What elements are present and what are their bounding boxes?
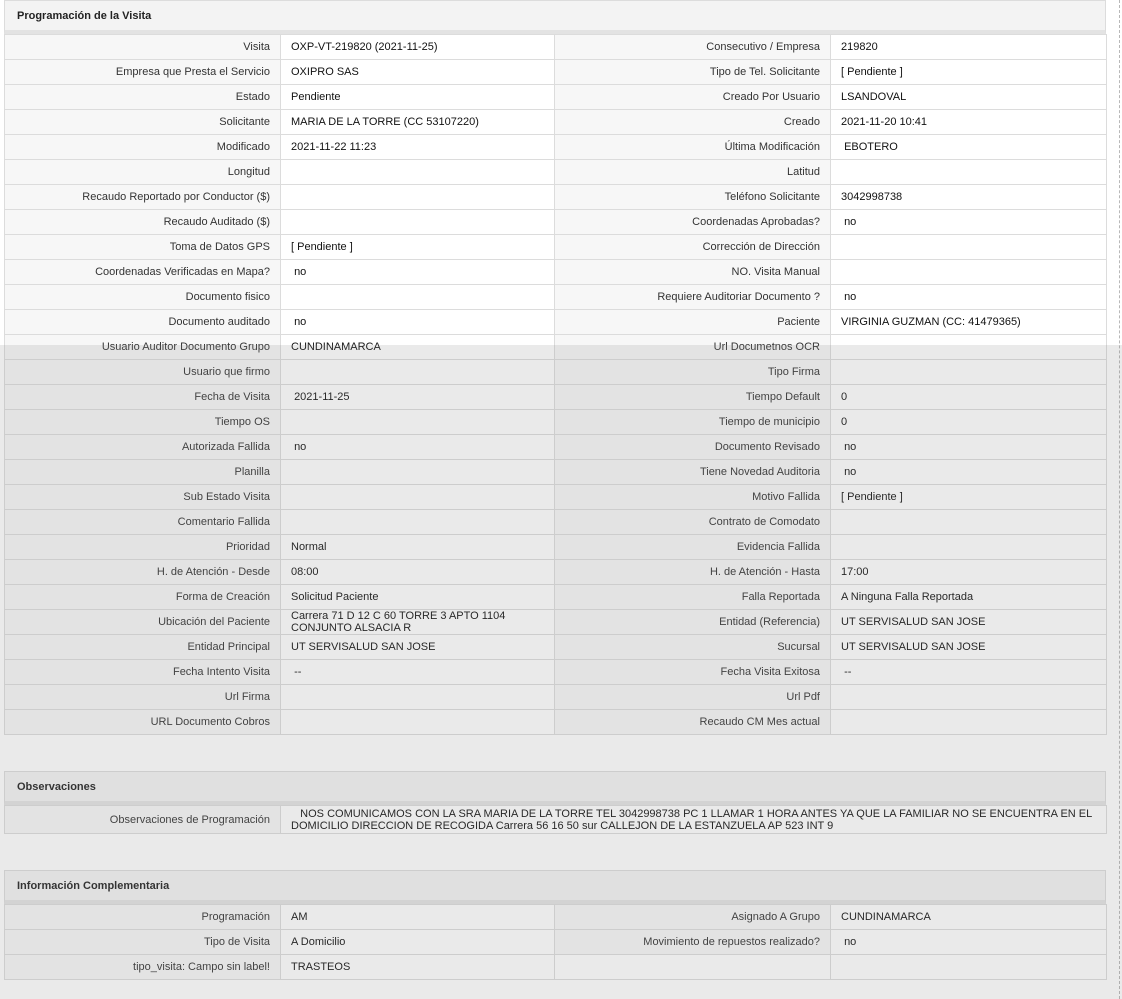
field-label: Fecha Visita Exitosa [555,660,831,685]
field-value [281,360,555,385]
field-label: Coordenadas Verificadas en Mapa? [5,260,281,285]
complementaria-section [4,870,1106,980]
observaciones-header: Observaciones [4,771,1106,805]
field-value: VIRGINIA GUZMAN (CC: 41479365) [831,310,1107,335]
field-label: Contrato de Comodato [555,510,831,535]
table-row [5,35,1107,60]
field-label: Evidencia Fallida [555,535,831,560]
field-value: [ Pendiente ] [281,235,555,260]
field-value: no [831,435,1107,460]
field-value [831,710,1107,735]
field-label: Planilla [5,460,281,485]
field-label: Sub Estado Visita [5,485,281,510]
field-value: Normal [281,535,555,560]
field-label: Teléfono Solicitante [555,185,831,210]
field-value: Pendiente [281,85,555,110]
field-value: no [831,285,1107,310]
field-value: A Ninguna Falla Reportada [831,585,1107,610]
table-row [5,710,1107,735]
field-value [831,685,1107,710]
field-value: 0 [831,410,1107,435]
field-label: Url Documetnos OCR [555,335,831,360]
field-label: tipo_visita: Campo sin label! [5,955,281,980]
table-row [5,110,1107,135]
field-value: no [281,310,555,335]
field-value: no [281,260,555,285]
field-value: UT SERVISALUD SAN JOSE [831,635,1107,660]
field-label: Fecha de Visita [5,385,281,410]
field-value: -- [281,660,555,685]
field-value: AM [281,905,555,930]
field-label: Entidad Principal [5,635,281,660]
field-label: Última Modificación [555,135,831,160]
field-label: Motivo Fallida [555,485,831,510]
field-label: Falla Reportada [555,585,831,610]
field-label: Tiene Novedad Auditoria [555,460,831,485]
table-row [5,385,1107,410]
field-label: Sucursal [555,635,831,660]
field-label: Consecutivo / Empresa [555,35,831,60]
field-value [831,510,1107,535]
table-row [5,460,1107,485]
table-row [5,235,1107,260]
field-label: Asignado A Grupo [555,905,831,930]
table-row [5,60,1107,85]
field-value: 219820 [831,35,1107,60]
field-label: Modificado [5,135,281,160]
field-label: Creado Por Usuario [555,85,831,110]
field-label: Tiempo Default [555,385,831,410]
field-label: Paciente [555,310,831,335]
field-value: 3042998738 [831,185,1107,210]
field-value: no [831,210,1107,235]
field-label: Usuario Auditor Documento Grupo [5,335,281,360]
table-row [5,905,1107,930]
field-label: Latitud [555,160,831,185]
field-value: CUNDINAMARCA [831,905,1107,930]
field-label: Longitud [5,160,281,185]
field-value: 17:00 [831,560,1107,585]
field-value [281,210,555,235]
field-label: Entidad (Referencia) [555,610,831,635]
field-label: Documento Revisado [555,435,831,460]
observaciones-section [4,771,1106,834]
field-value [831,235,1107,260]
field-label: Tipo de Visita [5,930,281,955]
table-row [5,560,1107,585]
field-label: Programación [5,905,281,930]
field-label: H. de Atención - Hasta [555,560,831,585]
field-label: Visita [5,35,281,60]
field-label: Prioridad [5,535,281,560]
field-label: Usuario que firmo [5,360,281,385]
table-row [5,185,1107,210]
field-label: Documento auditado [5,310,281,335]
field-label: Recaudo CM Mes actual [555,710,831,735]
field-value: 0 [831,385,1107,410]
table-row [5,285,1107,310]
field-label: Ubicación del Paciente [5,610,281,635]
field-value: OXIPRO SAS [281,60,555,85]
observaciones-label: Observaciones de Programación [5,806,281,834]
field-label: Url Firma [5,685,281,710]
table-row [5,610,1107,635]
field-label: Documento fisico [5,285,281,310]
field-label: Empresa que Presta el Servicio [5,60,281,85]
field-label: Tipo de Tel. Solicitante [555,60,831,85]
field-value [831,160,1107,185]
field-label: Comentario Fallida [5,510,281,535]
table-row [5,210,1107,235]
programacion-section [4,0,1106,735]
field-label: Coordenadas Aprobadas? [555,210,831,235]
observaciones-value: NOS COMUNICAMOS CON LA SRA MARIA DE LA TORRE TEL 3042998738 PC 1 LLAMAR 1 HORA ANTES YA QUE LA FAMILIAR NO SE ENCUENTRA EN EL DOMICILIO DIRECCION DE RECOGIDA Carrera 56 16 50 sur CALLEJON DE LA ESTANZUELA AP 523 INT 9 [281,806,1107,834]
complementaria-table [4,904,1107,980]
table-row [5,585,1107,610]
field-value [831,535,1107,560]
field-value: A Domicilio [281,930,555,955]
field-value [281,710,555,735]
field-value: [ Pendiente ] [831,485,1107,510]
field-label: Fecha Intento Visita [5,660,281,685]
field-label: Estado [5,85,281,110]
field-label: Tiempo de municipio [555,410,831,435]
field-label: Corrección de Dirección [555,235,831,260]
field-label: Toma de Datos GPS [5,235,281,260]
field-value: no [831,930,1107,955]
table-row [5,360,1107,385]
field-value [281,160,555,185]
programacion-header: Programación de la Visita [4,0,1106,34]
field-label: Recaudo Auditado ($) [5,210,281,235]
observaciones-table [4,805,1107,834]
table-row [5,485,1107,510]
table-row [5,135,1107,160]
field-label: URL Documento Cobros [5,710,281,735]
field-value [281,185,555,210]
field-label: Autorizada Fallida [5,435,281,460]
field-value: UT SERVISALUD SAN JOSE [281,635,555,660]
programacion-table [4,34,1107,735]
field-label: Movimiento de repuestos realizado? [555,930,831,955]
table-row [5,160,1107,185]
table-row [5,335,1107,360]
field-label: Tiempo OS [5,410,281,435]
field-value: no [281,435,555,460]
field-label: H. de Atención - Desde [5,560,281,585]
field-label: Url Pdf [555,685,831,710]
field-value [281,510,555,535]
table-row [5,260,1107,285]
table-row [5,930,1107,955]
field-value [831,335,1107,360]
field-value: no [831,460,1107,485]
table-row [5,435,1107,460]
table-row [5,806,1107,834]
field-value: UT SERVISALUD SAN JOSE [831,610,1107,635]
field-value: 2021-11-25 [281,385,555,410]
field-value: MARIA DE LA TORRE (CC 53107220) [281,110,555,135]
field-value: EBOTERO [831,135,1107,160]
field-label: Creado [555,110,831,135]
table-row [5,85,1107,110]
table-row [5,535,1107,560]
page-border-dashed [1119,0,1120,999]
field-label: Requiere Auditoriar Documento ? [555,285,831,310]
field-label: Forma de Creación [5,585,281,610]
field-value: CUNDINAMARCA [281,335,555,360]
field-value [281,410,555,435]
field-label: Solicitante [5,110,281,135]
field-label: Recaudo Reportado por Conductor ($) [5,185,281,210]
field-label: Tipo Firma [555,360,831,385]
table-row [5,310,1107,335]
table-row [5,410,1107,435]
table-row [5,955,1107,980]
field-value: -- [831,660,1107,685]
field-value [281,285,555,310]
field-value: LSANDOVAL [831,85,1107,110]
field-value: 2021-11-20 10:41 [831,110,1107,135]
field-value: 08:00 [281,560,555,585]
field-value [281,460,555,485]
field-value: OXP-VT-219820 (2021-11-25) [281,35,555,60]
field-value: Carrera 71 D 12 C 60 TORRE 3 APTO 1104 CONJUNTO ALSACIA R [281,610,555,635]
field-value: 2021-11-22 11:23 [281,135,555,160]
field-value [281,485,555,510]
empty-cell [831,955,1107,980]
field-value: Solicitud Paciente [281,585,555,610]
field-value: [ Pendiente ] [831,60,1107,85]
field-value [281,685,555,710]
field-value: TRASTEOS [281,955,555,980]
empty-cell [555,955,831,980]
field-label: NO. Visita Manual [555,260,831,285]
field-value [831,260,1107,285]
table-row [5,660,1107,685]
complementaria-header: Información Complementaria [4,870,1106,904]
field-value [831,360,1107,385]
table-row [5,685,1107,710]
table-row [5,510,1107,535]
table-row [5,635,1107,660]
